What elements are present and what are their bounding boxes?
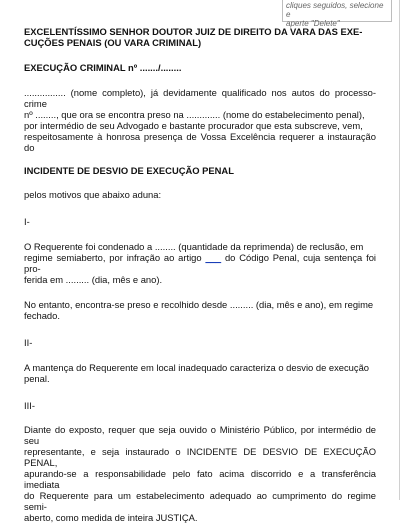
petition-body: [24, 26, 376, 523]
petition-title: [24, 26, 376, 48]
text-line: apurando-se a responsabilidade pelo fato acima discorrido e a transferência imediata: [24, 468, 376, 490]
text-line: nº ........, que ora se encontra preso na ............. (nome do estabelecimento penal),: [24, 109, 365, 120]
roman-numeral-2: II-: [24, 337, 33, 348]
roman-numeral-1: I-: [24, 216, 30, 227]
paragraph-1: [24, 241, 376, 285]
roman-numeral-3: III-: [24, 400, 35, 411]
tooltip-line-1: cliques seguidos, selecione e: [286, 1, 384, 19]
text-line: fechado.: [24, 310, 60, 321]
text-line: do Requerente para um estabelecimento adequado ao cumprimento do regime semi-: [24, 490, 376, 512]
text-line: respeitosamente à honrosa presença de Vossa Excelência requerer a instauração do: [24, 131, 376, 153]
text-line: ferida em ......... (dia, mês e ano).: [24, 274, 163, 285]
instruction-tooltip: [282, 0, 392, 28]
text-line: [24, 252, 376, 274]
text-line: aberto, como medida de inteira JUSTIÇA.: [24, 512, 198, 523]
paragraph-3: [24, 362, 376, 384]
text-line: por intermédio de seu Advogado e bastante procurador que esta subscreve, vem,: [24, 120, 363, 131]
execucao-number: EXECUÇÃO CRIMINAL nº ......./........: [24, 62, 182, 73]
text-line: A mantença do Requerente em local inadequado caracteriza o desvio de execução: [24, 362, 370, 373]
paragraph-2: [24, 299, 376, 321]
text-line: No entanto, encontra-se preso e recolhido desde ......... (dia, mês e ano), em regime: [24, 299, 374, 310]
title-line: CUÇÕES PENAIS (OU VARA CRIMINAL): [24, 37, 202, 48]
text-line: representante, e seja instaurado o INCIDENTE DE DESVIO DE EXECUÇÃO PENAL,: [24, 446, 376, 468]
paragraph-4: [24, 424, 376, 523]
text-fragment: do Código Penal, cuja sentença foi pro-: [24, 252, 377, 274]
title-line: EXCELENTÍSSIMO SENHOR DOUTOR JUIZ DE DIREITO DA VARA DAS EXE-: [24, 26, 363, 37]
text-line: Diante do exposto, requer que seja ouvido o Ministério Público, por intermédio de seu: [24, 424, 376, 446]
text-line: ................ (nome completo), já devidamente qualificado nos autos do processo-crime: [24, 87, 376, 109]
text-fragment: regime semiaberto, por infração ao artigo: [24, 252, 206, 263]
text-line: O Requerente foi condenado a ........ (quantidade da reprimenda) de reclusão, em: [24, 241, 364, 252]
motivos-line: pelos motivos que abaixo aduna:: [24, 189, 162, 200]
text-line: penal.: [24, 373, 50, 384]
section-heading: INCIDENTE DE DESVIO DE EXECUÇÃO PENAL: [24, 165, 234, 176]
article-link[interactable]: ___: [205, 252, 222, 263]
intro-paragraph: [24, 87, 376, 153]
tooltip-line-2: aperte "Delete": [286, 19, 340, 28]
